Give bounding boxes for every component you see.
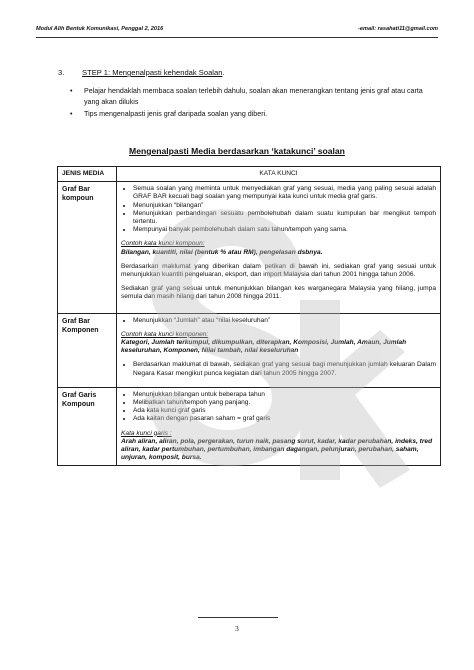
keyword-cell bbox=[117, 387, 441, 466]
header-right: -email: rasahati11@gmail.com bbox=[358, 26, 438, 32]
keyword-list bbox=[121, 317, 436, 325]
keyword-cell bbox=[117, 313, 441, 387]
table-row bbox=[58, 313, 441, 387]
bullet-text: Pelajar hendaklah membaca soalan terlebih dahulu, soalan akan menerangkan tentang jenis graf atau carta yang akan dilukis bbox=[84, 87, 423, 106]
footer-rule bbox=[198, 617, 278, 618]
keyword-list bbox=[121, 185, 436, 234]
bullet-item bbox=[70, 109, 430, 120]
table-row bbox=[58, 182, 441, 313]
keyword-list bbox=[121, 361, 436, 377]
table-title: Mengenalpasti Media berdasarkan ‘katakunci’ soalan bbox=[129, 146, 345, 156]
list-item: • Ada kaitan dengan pasaran saham = graf garis bbox=[133, 415, 436, 423]
col-header-media: JENIS MEDIA bbox=[58, 167, 117, 182]
example-heading: Kata kunci garis : bbox=[121, 429, 172, 437]
bullet-text: Tips mengenalpasti jenis graf daripada soalan yang diberi. bbox=[84, 110, 268, 118]
example-paragraph: Berdasarkan maklumat yang diberikan dalam petikan di bawah ini, sediakan graf yang sesuai untuk menunjukkan kuantiti pengeluaran, eksport, dan import Malaysia dari tahun 2001 hingga tahun 2006. bbox=[121, 262, 436, 279]
keyword-cell bbox=[117, 182, 441, 313]
media-type: Graf Bar Komponen bbox=[58, 313, 117, 387]
example-heading: Contoh kata kunci komponen: bbox=[121, 330, 209, 338]
example-text: Bilangan, kuantiti, nilai (bentuk % atau RM), pengelasan dsbnya. bbox=[121, 248, 323, 256]
list-item: • Melibatkan tahun/tempoh yang panjang. bbox=[133, 399, 436, 407]
page-header bbox=[36, 26, 438, 32]
list-item: • Menunjukkan bilangan untuk beberapa tahun bbox=[133, 391, 436, 399]
list-item: • Berdasarkan maklumat di bawah, sediakan graf yang sesuai bagi menunjukkan jumlah keluaran Dalam Negara Kasar mengikut punca kegiatan dari tahun 2005 hingga 2007. bbox=[133, 361, 436, 377]
keyword-list bbox=[121, 391, 436, 424]
media-type: Graf Garis Kompoun bbox=[58, 387, 117, 466]
example-paragraph: Sediakan graf yang sesuai untuk menunjukkan bilangan kes warganegara Malaysia yang hilang, jumpa semula dan masih hilang dari tahun 2008 hingga 2011. bbox=[121, 285, 436, 301]
col-header-keywords: KATA KUNCI bbox=[117, 167, 441, 182]
media-type: Graf Bar kompoun bbox=[58, 182, 117, 313]
header-left: Modul Alih Bentuk Komunikasi, Penggal 2, 2016 bbox=[36, 26, 164, 32]
step-heading bbox=[58, 68, 225, 77]
step-title-suffix: . bbox=[222, 68, 225, 77]
list-item: • Menunjukkan “Jumlah” atau “nilai keseluruhan” bbox=[133, 317, 436, 325]
page-number: 3 bbox=[235, 624, 239, 633]
list-item: • Menunjukkan perbandingan sesuatu pembolehubah dalam suatu kumpulan bar mengikut tempoh tertentu. bbox=[133, 210, 436, 226]
bullet-icon: • bbox=[70, 87, 73, 95]
header-rule bbox=[36, 37, 438, 38]
example-heading: Contoh kata kunci kompoun: bbox=[121, 240, 205, 248]
list-item: • Semua soalan yang meminta untuk menyediakan graf yang sesuai, media yang paling sesuai adalah GRAF BAR kecuali bagi soalan yang mempunyai kata kunci untuk media graf garis. bbox=[133, 185, 436, 201]
bullet-item bbox=[70, 86, 430, 107]
example-text: Kategori, Jumlah terkumpul, dikumpulkan, diterapkan, Komposisi, Jumlah, Amaun, Jumlah keseluruhan, Komponen, Nilai tambah, nilai keseluruhan bbox=[121, 339, 407, 355]
table-row bbox=[58, 387, 441, 466]
bullet-icon: • bbox=[70, 110, 73, 118]
example-text: Arah aliran, aliran, pola, pergerakan, turun naik, pasang surut, kadar, kadar perubahan, indeks, tred aliran, kadar pertumbuhan, pertumbuhan, imbangan dagangan, pelunjuran, perubahan, saham, unjuran, komposit, bursa. bbox=[121, 437, 433, 462]
list-item: • Mempunyai banyak pembolehubah dalam satu tahun/tempoh yang sama. bbox=[133, 226, 436, 234]
list-item: • Ada kata kunci graf garis bbox=[133, 407, 436, 415]
table-header-row bbox=[58, 167, 441, 182]
step-title: STEP 1: Mengenalpasti kehendak Soalan bbox=[82, 68, 223, 77]
list-item: • Menunjukkan “bilangan” bbox=[133, 202, 436, 210]
step-number: 3. bbox=[58, 68, 65, 77]
keyword-table bbox=[57, 166, 441, 466]
